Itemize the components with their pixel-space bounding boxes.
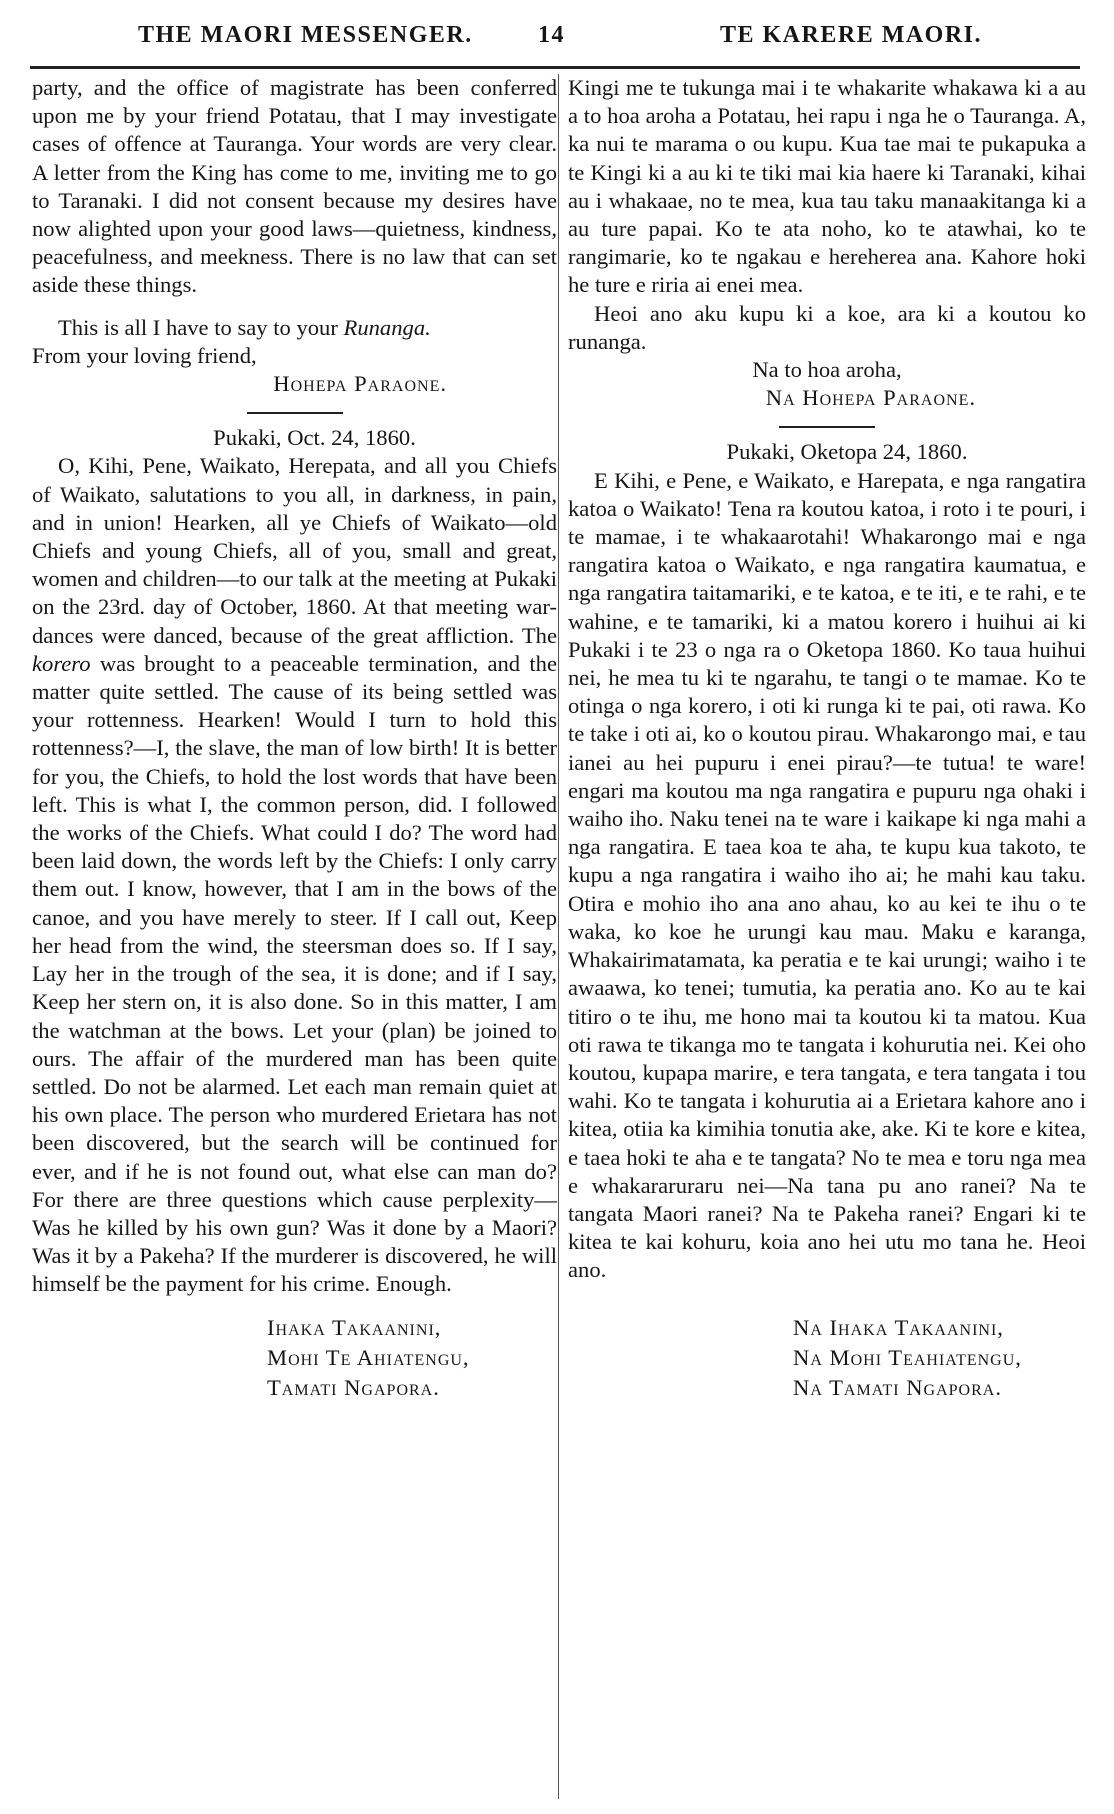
signature-line: Na Tamati Ngapora. — [793, 1374, 1002, 1400]
letter1-body-maori: Kingi me te tukunga mai i te whakarite whakawa ki a au a to hoa aroha a Potatau, hei rapu i nga he o Tauranga. A, ka nui te marama o ou kupu. Kua tae mai te pukapuka a te Kingi ki a au ki te tiki mai kia haere ki Taranaki, kihai au i whakaae, no te mea, kua tau taku manaakitanga ki a au ture papai. Ko te ata noho, ko te atawhai, ko te rangimarie, ko te ngakau e hereherea ana. Kahore hoki he ture e riria ai enei mea. — [568, 75, 1086, 298]
header-english-title: THE MAORI MESSENGER. — [138, 22, 473, 48]
letter2-dateline-english: Pukaki, Oct. 24, 1860. — [213, 425, 416, 451]
section-rule — [247, 412, 343, 414]
english-column — [32, 74, 557, 1403]
letter2-body-maori: E Kihi, e Pene, e Waikato, e Harepata, e nga rangatira katoa o Waikato! Tena ra koutou katoa, i roto i te pouri, i te mamae, i te whakaarotahi! Whakarongo mai e nga rangatira katoa o Waikato, e nga rangatira kaumatua, e nga rangatira taitamariki, e te katoa, e te iti, e te rahi, e te wahine, e te tamariki, ki a matou korero i huihui ai ki Pukaki i te 23 o nga ra o Oketopa 1860. Ko taua huihui nei, he mea tu ki te ngarahu, te tangi o te mamae. Ko te otinga o nga korero, i oti ki runga ki te pai, oti rawa. Ko te take i oti ai, ko o koutou pirau. Whakarongo mai, e tau ianei au hei pupuru i enei pirau?—te tutua! te ware! engari ma koutou ma nga rangatira e pupuru nga ohaki i waiho iho. Naku tenei na te ware i kaikape ki nga mahi a nga rangatira. E taea koa te aha, te kupu kua takoto, te kupu a nga rangatira i waiho iho ai; he mahi kau taku. Otira e mohio iho ana ano ahau, ko au kei te ihu o te waka, ko koe he urungi kau mau. Maku e karanga, Whakairimatamata, ka peratia e te kai urungi; waiho i te awaawa, ko tenei; tumutia, ka peratia ano. Ko au te kai titiro o te ihu, me hono mai ta koutou ki ta matou. Kua oti rawa te tikanga mo te tangata i kohurutia nei. Kei oho koutou, kupapa marire, e tera tangata, e tera tangata i tou wahi. Ko te tangata i kohurutia ai a Erietara kahore ano i kitea, otiia ka kimihia tonutia ake, ake. Ki te kore e kitea, e taea hoki te aha e te tangata? No te mea e toru nga mea e whakararuraru nei—Na tana pu ano ranei? Na te tangata Maori ranei? Na te Pakeha ranei? Engari ki te kitea te kai kohuru, koia ano hei utu mo tana he. Heoi ano. — [568, 467, 1086, 1283]
column-divider — [558, 74, 559, 1799]
letter2-body-part-b: was brought to a peaceable termination, and the matter quite settled. The cause of its being settled was your rottenness. Hearken! Would I turn to hold this rottenness?—I, the slave, the man of low birth! It is better for you, the Chiefs, to hold the lost words that have been left. This is what I, the common person, did. I followed the works of the Chiefs. What could I do? The word had been laid down, the words left by the Chiefs: I only carry them out. I know, however, that I am in the bows of the canoe, and you have merely to steer. If I call out, Keep her head from the wind, the steersman does so. If I say, Lay her in the trough of the sea, it is done; and if I say, Keep her stern on, it is also done. So in this matter, I am the watchman at the bows. Let your (plan) be joined to ours. The affair of the murdered man has been quite settled. Do not be alarmed. Let each man remain quiet at his own place. The person who murdered Erietara has not been discovered, but the search will be continued for ever, and if he is not found out, what else can man do? For there are three questions which cause perplexity—Was he killed by his own gun? Was it done by a Maori? Was it by a Pakeha? If the murderer is discovered, he will himself be the payment for his crime. Enough. — [32, 650, 557, 1297]
letter1-body-english: party, and the office of magistrate has been conferred upon me by your friend Potatau, that I may investigate cases of offence at Tauranga. Your words are very clear. A letter from the King has come to me, inviting me to go to Taranaki. I did not consent because my desires have now alighted upon your good laws—quietness, kindness, peacefulness, and meekness. There is no law that can set aside these things. — [32, 75, 557, 298]
letter2-dateline-maori: Pukaki, Oketopa 24, 1860. — [726, 439, 968, 465]
letter1-signature-english: Hohepa Paraone. — [273, 371, 447, 397]
letter1-closing-english — [58, 314, 557, 342]
korero-word: korero — [32, 650, 91, 676]
header-maori-title: TE KARERE MAORI. — [720, 22, 983, 48]
letter1-signature-maori: Na Hohepa Paraone. — [765, 385, 976, 411]
letter1-closing-maori: Heoi ano aku kupu ki a koe, ara ki a koutou ko runanga. — [568, 300, 1086, 354]
signature-line: Mohi Te Ahiatengu, — [267, 1344, 470, 1370]
closing-text: This is all I have to say to your — [58, 314, 338, 340]
signature-line: Na Mohi Teahiatengu, — [793, 1344, 1022, 1370]
signature-line: Ihaka Takaanini, — [267, 1314, 442, 1340]
runanga-word: Runanga. — [343, 314, 431, 340]
letter2-signatures-maori — [793, 1313, 1086, 1403]
signature-line: Tamati Ngapora. — [267, 1374, 440, 1400]
section-rule — [779, 426, 875, 428]
page-number: 14 — [538, 22, 565, 48]
letter2-body-english — [32, 452, 557, 1298]
letter1-signoff-english: From your loving friend, — [32, 342, 257, 368]
letter2-signatures-english — [267, 1313, 557, 1403]
maori-column — [568, 74, 1086, 1403]
letter1-signoff-maori: Na to hoa aroha, — [752, 357, 902, 383]
header-rule — [30, 66, 1080, 69]
letter2-body-part-a: O, Kihi, Pene, Waikato, Herepata, and all you Chiefs of Waikato, salutations to you all, in darkness, in pain, and in union! Hearken, all ye Chiefs of Waikato—old Chiefs and young Chiefs, all of you, small and great, women and children—to our talk at the meeting at Pukaki on the 23rd. day of October, 1860. At that meeting war-dances were danced, because of the great affliction. The — [32, 453, 557, 648]
signature-line: Na Ihaka Takaanini, — [793, 1314, 1004, 1340]
